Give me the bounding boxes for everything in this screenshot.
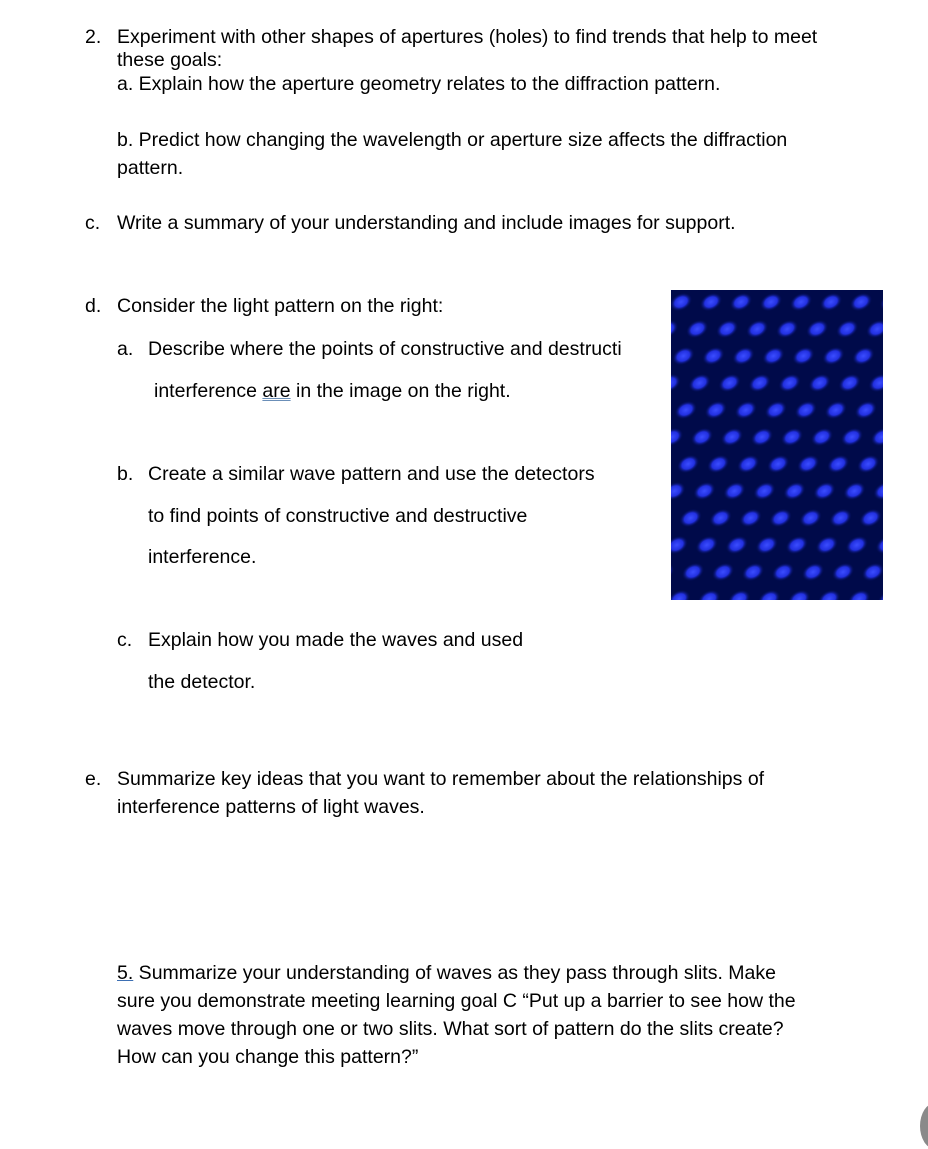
spelling-underlined-word: are [262,380,291,402]
item-c-marker: c. [85,212,101,234]
item-5-line-2: sure you demonstrate meeting learning goal C “Put up a barrier to see how the [117,990,796,1012]
item-5-line-1-text: Summarize your understanding of waves as they pass through slits. Make [133,962,776,984]
item-5-line-4: How can you change this pattern?” [117,1046,419,1068]
item-d-sub-c-marker: c. [117,629,133,651]
item-2-sub-a: a. Explain how the aperture geometry relates to the diffraction pattern. [117,73,721,95]
item-e-marker: e. [85,768,102,790]
item-d-sub-a-line-1: Describe where the points of constructive and destructi [148,338,622,360]
item-2-sub-b-line-1: b. Predict how changing the wavelength or aperture size affects the diffraction [117,129,788,151]
item-d-sub-a-line-2-after: in the image on the right. [290,380,511,402]
corner-scroll-handle[interactable] [920,1103,928,1149]
item-5-marker: 5. [117,962,134,984]
item-e-line-2: interference patterns of light waves. [117,796,425,818]
interference-pattern-image [671,290,883,600]
item-d-text: Consider the light pattern on the right: [117,295,444,317]
item-2-line-2: these goals: [117,49,223,71]
item-d-sub-b-line-2: to find points of constructive and destructive [148,505,528,527]
item-d-sub-a-marker: a. [117,338,134,360]
item-d-sub-b-line-1: Create a similar wave pattern and use the detectors [148,463,595,485]
item-d-sub-c-line-2: the detector. [148,671,256,693]
item-d-marker: d. [85,295,102,317]
item-d-sub-a-line-2 [154,379,511,403]
item-d-sub-b-marker: b. [117,463,134,485]
item-5-line-3: waves move through one or two slits. What sort of pattern do the slits create? [117,1018,784,1040]
item-5-line-1 [117,961,776,985]
item-2-marker: 2. [85,26,102,48]
item-d-sub-c-line-1: Explain how you made the waves and used [148,629,524,651]
item-2-sub-b-line-2: pattern. [117,157,184,179]
item-d-sub-a-line-2-before: interference [154,380,263,402]
item-d-sub-b-line-3: interference. [148,546,257,568]
item-c-text: Write a summary of your understanding and include images for support. [117,212,736,234]
item-2-line-1: Experiment with other shapes of apertures (holes) to find trends that help to meet [117,26,818,48]
item-e-line-1: Summarize key ideas that you want to remember about the relationships of [117,768,765,790]
